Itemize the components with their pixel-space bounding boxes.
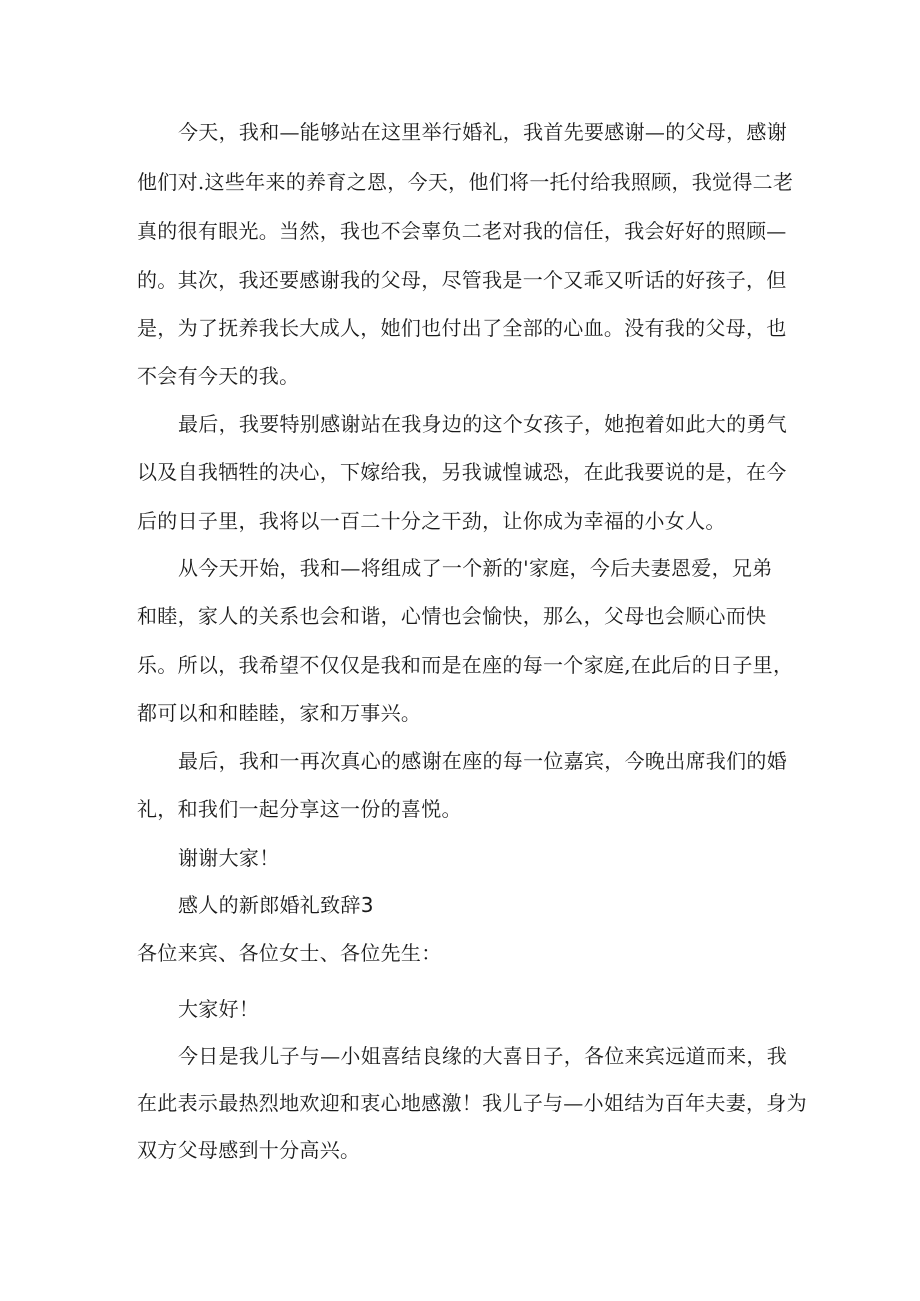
section-title: 感人的新郎婚礼致辞3 [178,893,374,917]
paragraph-1-line-1: 今天，我和—能够站在这里举行婚礼，我首先要感谢—的父母，感谢 [178,120,787,144]
greeting: 大家好！ [178,997,260,1021]
paragraph-3-line-3: 乐。所以，我希望不仅仅是我和而是在座的每一个家庭,在此后的日子里， [137,653,794,677]
paragraph-3-line-4: 都可以和和睦睦，家和万事兴。 [137,701,422,725]
thanks-line: 谢谢大家！ [178,846,280,870]
paragraph-5-line-3: 双方父母感到十分高兴。 [137,1138,361,1162]
paragraph-1-line-6: 不会有今天的我。 [137,364,300,388]
paragraph-2-line-3: 后的日子里，我将以一百二十分之干劲，让你成为幸福的小女人。 [137,509,726,533]
paragraph-1-line-2: 他们对.这些年来的养育之恩，今天，他们将一托付给我照顾，我觉得二老 [137,170,794,194]
paragraph-3-line-2: 和睦，家人的关系也会和谐，心情也会愉快，那么，父母也会顺心而快 [137,604,767,628]
paragraph-2-line-1: 最后，我要特别感谢站在我身边的这个女孩子，她抱着如此大的勇气 [178,412,787,436]
paragraph-1-line-5: 是，为了抚养我长大成人，她们也付出了全部的心血。没有我的父母，也 [137,316,787,340]
paragraph-1-line-4: 的。其次，我还要感谢我的父母，尽管我是一个又乖又听话的好孩子，但 [137,268,787,292]
paragraph-5-line-1: 今日是我儿子与—小姐喜结良缘的大喜日子，各位来宾远道而来，我 [178,1044,787,1068]
salutation: 各位来宾、各位女士、各位先生： [137,941,442,965]
paragraph-2-line-2: 以及自我牺牲的决心，下嫁给我，另我诚惶诚恐，在此我要说的是，在今 [137,460,787,484]
paragraph-1-line-3: 真的很有眼光。当然，我也不会辜负二老对我的信任，我会好好的照顾— [137,219,787,243]
paragraph-5-line-2: 在此表示最热烈地欢迎和衷心地感激！我儿子与—小姐结为百年夫妻，身为 [137,1091,807,1115]
paragraph-3-line-1: 从今天开始，我和—将组成了一个新的'家庭，今后夫妻恩爱，兄弟 [178,556,773,580]
paragraph-4-line-2: 礼，和我们一起分享这一份的喜悦。 [137,797,462,821]
paragraph-4-line-1: 最后，我和一再次真心的感谢在座的每一位嘉宾，今晚出席我们的婚 [178,749,787,773]
